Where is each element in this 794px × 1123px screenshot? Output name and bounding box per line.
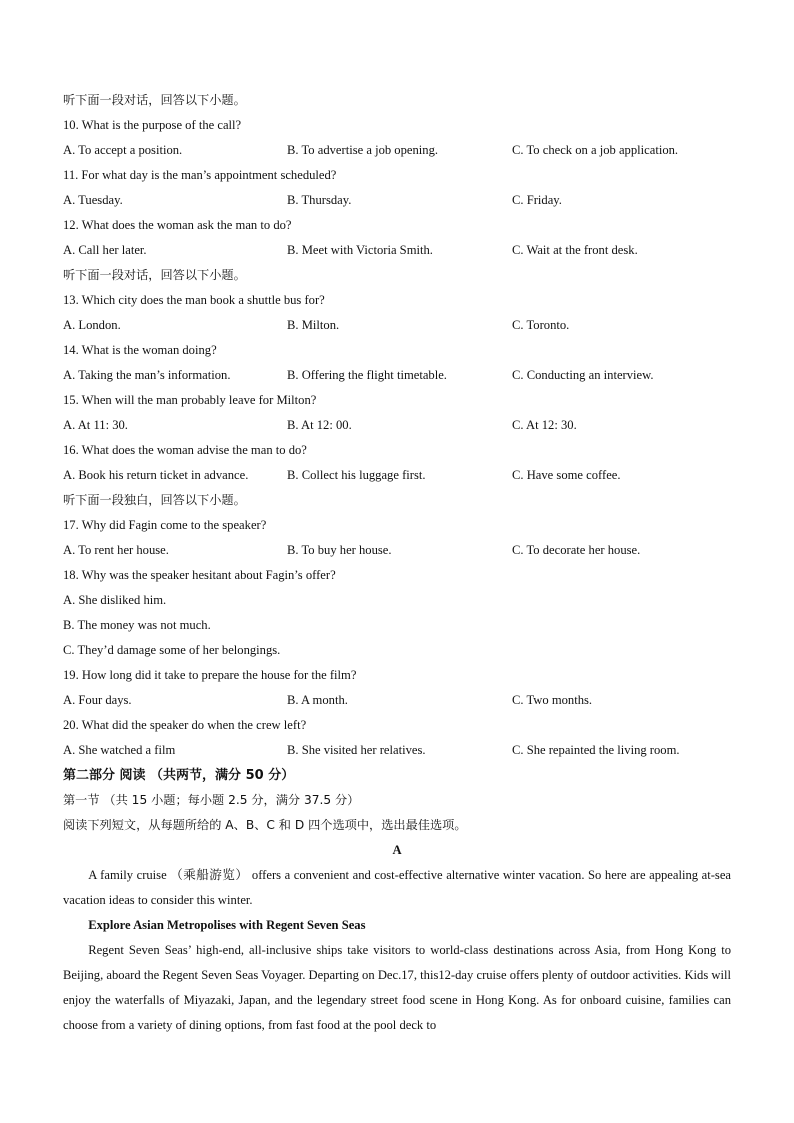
option-a: A. To accept a position.	[63, 143, 183, 157]
option-b: B. To buy her house.	[287, 543, 392, 557]
question-19-options	[63, 688, 731, 713]
question-16-options	[63, 463, 731, 488]
option-c: C. Two months.	[512, 693, 593, 707]
question-15-stem: 15. When will the man probably leave for Milton?	[63, 393, 317, 407]
question-18-stem: 18. Why was the speaker hesitant about Fagin’s offer?	[63, 568, 336, 582]
option-b: B. At 12: 00.	[287, 418, 352, 432]
option-b: B. The money was not much.	[63, 618, 211, 632]
question-11-stem: 11. For what day is the man’s appointment scheduled?	[63, 168, 337, 182]
option-a: A. Four days.	[63, 693, 132, 707]
option-c: C. Conducting an interview.	[512, 368, 654, 382]
option-c: C. Have some coffee.	[512, 468, 621, 482]
question-12-stem: 12. What does the woman ask the man to do?	[63, 218, 292, 232]
option-b: B. Meet with Victoria Smith.	[287, 243, 433, 257]
option-c: C. At 12: 30.	[512, 418, 577, 432]
question-19-stem: 19. How long did it take to prepare the house for the film?	[63, 668, 357, 682]
option-a: A. She watched a film	[63, 743, 176, 757]
option-c: C. Toronto.	[512, 318, 570, 332]
option-a: A. London.	[63, 318, 121, 332]
option-b: B. Offering the flight timetable.	[287, 368, 447, 382]
question-13-options	[63, 313, 731, 338]
question-10-stem: 10. What is the purpose of the call?	[63, 118, 242, 132]
option-a: A. Book his return ticket in advance.	[63, 468, 249, 482]
instructions: 阅读下列短文，从每题所给的 A、B、C 和 D 四个选项中，选出最佳选项。	[63, 818, 467, 832]
question-14-stem: 14. What is the woman doing?	[63, 343, 217, 357]
option-c: C. To decorate her house.	[512, 543, 641, 557]
question-15-options	[63, 413, 731, 438]
question-17-options	[63, 538, 731, 563]
option-c: C. Friday.	[512, 193, 562, 207]
page-content	[63, 88, 731, 1038]
passage-subheading: Explore Asian Metropolises with Regent Seven Seas	[88, 918, 366, 932]
intro-paragraph: A family cruise （乘船游览） offers a convenient and cost-effective alternative winter vacation. So here are appealing at-sea vacation ideas to consider this winter.	[63, 868, 731, 907]
option-b: B. A month.	[287, 693, 348, 707]
option-a: A. Tuesday.	[63, 193, 123, 207]
option-c: C. Wait at the front desk.	[512, 243, 638, 257]
option-a: A. To rent her house.	[63, 543, 169, 557]
option-b: B. To advertise a job opening.	[287, 143, 439, 157]
option-a: A. Call her later.	[63, 243, 147, 257]
section-intro: 听下面一段对话，回答以下小题。	[63, 268, 246, 282]
question-17-stem: 17. Why did Fagin come to the speaker?	[63, 518, 267, 532]
passage-label: A	[392, 843, 402, 857]
option-a: A. At 11: 30.	[63, 418, 128, 432]
option-b: B. She visited her relatives.	[287, 743, 426, 757]
option-b: B. Thursday.	[287, 193, 352, 207]
option-c: C. To check on a job application.	[512, 143, 679, 157]
part-title: 第二部分 阅读 （共两节，满分 50 分）	[63, 768, 295, 783]
option-c: C. They’d damage some of her belongings.	[63, 643, 281, 657]
body-paragraph: Regent Seven Seas’ high-end, all-inclusive ships take visitors to world-class destinations across Asia, from Hong Kong to Beijing, aboard the Regent Seven Seas Voyager. Departing on Dec.17, this12-day cruise offers plenty of outdoor activities. Kids will enjoy the waterfalls of Miyazaki, Japan, and the legendary street food scene in Hong Kong. As for onboard cuisine, families can choose from a variety of dining options, from fast food at the pool deck to	[63, 943, 731, 1032]
option-a: A. She disliked him.	[63, 593, 167, 607]
section-title: 第一节 （共 15 小题；每小题 2.5 分，满分 37.5 分）	[63, 793, 360, 807]
question-10-options	[63, 138, 731, 163]
question-14-options	[63, 363, 731, 388]
option-b: B. Collect his luggage first.	[287, 468, 426, 482]
section-intro: 听下面一段对话，回答以下小题。	[63, 93, 246, 107]
question-12-options	[63, 238, 731, 263]
question-11-options	[63, 188, 731, 213]
option-b: B. Milton.	[287, 318, 340, 332]
section-intro: 听下面一段独白，回答以下小题。	[63, 493, 246, 507]
question-13-stem: 13. Which city does the man book a shuttle bus for?	[63, 293, 325, 307]
option-a: A. Taking the man’s information.	[63, 368, 231, 382]
question-16-stem: 16. What does the woman advise the man to do?	[63, 443, 307, 457]
option-c: C. She repainted the living room.	[512, 743, 680, 757]
question-20-options	[63, 738, 731, 763]
question-20-stem: 20. What did the speaker do when the crew left?	[63, 718, 307, 732]
